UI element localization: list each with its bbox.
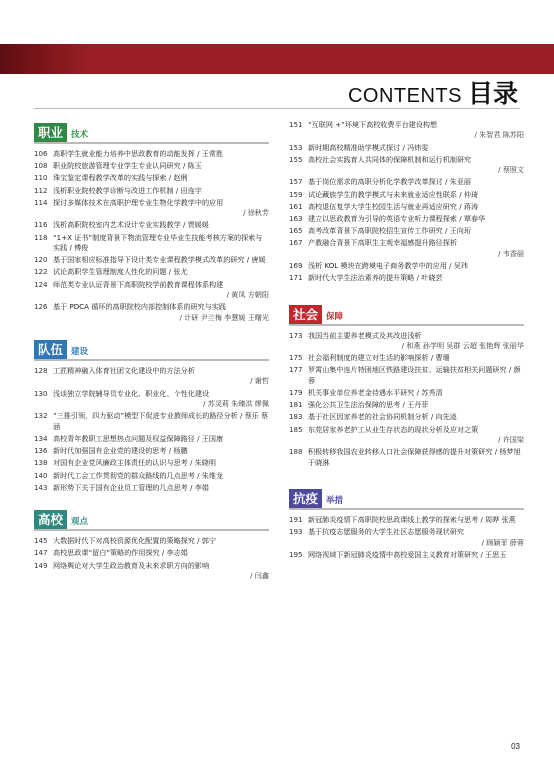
toc-entry[interactable] <box>289 190 524 200</box>
toc-entry-page: 195 <box>289 549 303 559</box>
toc-section <box>34 507 269 581</box>
toc-entry-page: 179 <box>289 388 303 398</box>
contents-title-cn: 目录 <box>467 79 518 108</box>
toc-entry-text <box>53 389 269 410</box>
toc-entry[interactable] <box>34 198 269 219</box>
toc-entry-text <box>53 446 269 456</box>
toc-entry-page: 106 <box>34 149 48 158</box>
toc-entry-title: “三推引领，四力驱动”模型下促进专业教师成长的路径分析 / 蔡乐 蔡涵 <box>53 411 269 431</box>
toc-entry-page: 167 <box>289 238 303 248</box>
toc-entry-text <box>308 353 524 363</box>
toc-entry-author: / 谢哲 <box>250 376 269 386</box>
section-badge: 队伍 <box>34 340 67 359</box>
toc-entry[interactable] <box>289 155 524 176</box>
toc-entry-text <box>53 220 269 230</box>
toc-entry-text <box>53 366 269 387</box>
toc-entry-text <box>53 471 269 481</box>
toc-entry-title: 网络舆论对大学生政治教育及未来求职方向的影响 <box>53 560 210 570</box>
toc-entry-text <box>308 425 524 446</box>
toc-entry-text <box>53 548 269 558</box>
toc-entry-text <box>308 238 524 259</box>
toc-entry[interactable] <box>34 220 269 230</box>
toc-entry[interactable] <box>34 458 269 468</box>
toc-entry-text <box>53 186 269 196</box>
toc-entry[interactable] <box>34 186 269 196</box>
toc-entry-page: 175 <box>289 353 303 363</box>
toc-entry[interactable] <box>289 143 524 153</box>
toc-entry-title: 珠宝鉴定课程教学改革的实践与探索 / 赵俐 <box>53 173 188 183</box>
toc-entry-text <box>308 527 524 548</box>
toc-entry-author: / 黄凤 方朝阳 <box>226 290 269 300</box>
toc-entry-text <box>53 280 269 301</box>
section-subtitle: 保障 <box>326 311 344 322</box>
toc-entry-page: 191 <box>289 515 303 525</box>
toc-entry-title: 新时代加强国有企业党的建设的思考 / 杨鹏 <box>53 446 188 456</box>
toc-entry-page: 110 <box>34 173 48 183</box>
section-badge: 抗疫 <box>289 489 322 508</box>
toc-entry[interactable] <box>34 561 269 582</box>
toc-entry-text <box>308 143 524 153</box>
section-heading <box>34 120 269 144</box>
section-badge: 高校 <box>34 510 67 529</box>
toc-entry-author: / 朱智君 陈苏阳 <box>474 130 524 140</box>
left-column <box>34 120 269 589</box>
toc-entry[interactable] <box>289 400 524 410</box>
toc-entry-text <box>308 155 524 176</box>
toc-entry-page: 151 <box>289 120 303 129</box>
toc-entry-page: 185 <box>289 424 303 434</box>
toc-entry-text <box>53 198 269 219</box>
toc-entry-title: “互联网 +”环境下高校收费平台建设构想 <box>308 120 438 129</box>
toc-entry[interactable] <box>34 255 269 265</box>
header-bar <box>90 44 554 74</box>
toc-entry-page: 140 <box>34 470 48 480</box>
toc-entry-text <box>53 267 269 277</box>
toc-entry[interactable] <box>289 365 524 386</box>
toc-entry-author: / 韦香丽 <box>498 248 524 258</box>
right-column <box>289 120 524 568</box>
toc-entry-page: 169 <box>289 261 303 271</box>
toc-entry-text <box>308 447 524 468</box>
toc-entry[interactable] <box>34 411 269 432</box>
toc-entry[interactable] <box>34 267 269 277</box>
toc-entry-text <box>53 161 269 171</box>
toc-entry-title: 试论藏族学生的教学模式与未来就业适应性联系 / 仲琦 <box>308 189 479 199</box>
toc-entry[interactable] <box>289 177 524 187</box>
toc-entry-title: 师范类专业认证背景下高职院校学前教育课程体系构建 <box>53 279 224 289</box>
toc-entry[interactable] <box>289 238 524 259</box>
toc-entry-page: 193 <box>289 527 303 537</box>
toc-entry[interactable] <box>289 226 524 236</box>
toc-entry-text <box>53 233 269 254</box>
toc-entry-text <box>308 331 524 352</box>
toc-entry-page: 147 <box>34 548 48 558</box>
toc-entry-page: 118 <box>34 232 48 242</box>
toc-entry-page: 143 <box>34 482 48 492</box>
toc-entry-title: 新时代大学生法治素养的提升策略 / 叶晓芸 <box>308 273 443 283</box>
toc-entry-title: 社会福利制度的建立对生活的影响探析 / 曹珊 <box>308 353 450 363</box>
toc-entry-page: 149 <box>34 560 48 570</box>
toc-entry-page: 138 <box>34 458 48 468</box>
toc-entry[interactable] <box>34 434 269 444</box>
toc-entry-text <box>308 273 524 283</box>
toc-entry-title: 高职学生就业能力培养中思政教育的动能发挥 / 王常胜 <box>53 149 224 158</box>
toc-entry-title: 新时代工会工作贯彻党的群众路线的几点思考 / 朱维龙 <box>53 470 224 480</box>
toc-entry-title: 产教融合背景下高职生主观幸福感提升路径探析 <box>308 238 457 248</box>
toc-entry-text <box>53 536 269 546</box>
toc-entry-page: 116 <box>34 220 48 230</box>
toc-entry-text <box>53 173 269 183</box>
page-number: 03 <box>511 742 520 751</box>
toc-entry-text <box>53 561 269 582</box>
toc-entry-title: 新冠肺炎疫情下高职院校思政课线上教学的探索与思考 / 周晔 张燕 <box>308 515 516 525</box>
toc-entry-page: 145 <box>34 536 48 546</box>
toc-section <box>289 120 524 284</box>
toc-entry-text <box>53 458 269 468</box>
toc-entry[interactable] <box>34 366 269 387</box>
toc-entry-text <box>308 550 524 560</box>
header-divider <box>34 108 520 109</box>
toc-entry-page: 181 <box>289 400 303 410</box>
toc-entry-text <box>53 434 269 444</box>
toc-entry-page: 183 <box>289 412 303 422</box>
toc-entry[interactable] <box>34 389 269 410</box>
toc-entry-author: / 苏灵莉 朱臻洪 缪佩 <box>203 399 269 409</box>
toc-entry-author: / 闫鑫 <box>250 570 269 580</box>
toc-entry[interactable] <box>34 548 269 558</box>
section-subtitle: 观点 <box>71 517 89 528</box>
toc-entry-page: 130 <box>34 388 48 398</box>
section-heading <box>34 507 269 531</box>
toc-entry-page: 120 <box>34 255 48 265</box>
toc-entry-page: 157 <box>289 177 303 187</box>
toc-entry-title: 职业院校旅游管理专业学生专业认同研究 / 陈玉 <box>53 161 202 171</box>
toc-entry[interactable] <box>34 280 269 301</box>
toc-entry-title: 浅析职业院校教学诊断与改进工作机制 / 田连宇 <box>53 185 202 195</box>
toc-entry[interactable] <box>289 412 524 422</box>
toc-entry-text <box>308 202 524 212</box>
toc-entry-page: 171 <box>289 273 303 283</box>
toc-entry[interactable] <box>34 483 269 493</box>
toc-entry[interactable] <box>34 536 269 546</box>
toc-entry-title: 大数据时代下对高校资源优化配置的策略探究 / 郭宁 <box>53 536 216 546</box>
toc-entry-title: 高校社会实践育人共同体的保障机制和运行机制研究 <box>308 154 472 164</box>
toc-entry-title: 积极转移我国农业转移人口社会保障获得感的提升对策研究 / 杨梦旭 于晓淋 <box>308 447 521 467</box>
toc-entry-text <box>308 226 524 236</box>
toc-entry[interactable] <box>34 161 269 171</box>
toc-section <box>289 486 524 560</box>
toc-entry-title: 工匠精神融入体育社团文化建设中的方法分析 <box>53 366 195 376</box>
toc-entry-page: 165 <box>289 226 303 236</box>
toc-entry-page: 163 <box>289 214 303 224</box>
toc-entry-page: 173 <box>289 330 303 340</box>
toc-entry[interactable] <box>34 446 269 456</box>
toc-entry-title: 基于社区因家养老的社会协同机制分析 / 向先逵 <box>308 412 457 422</box>
toc-entry-title: 试论高职学生管理制度人性化的问题 / 张尤 <box>53 267 188 277</box>
toc-entry-title: 对国有企业党风廉政主体责任的认识与思考 / 朱晓明 <box>53 458 216 468</box>
toc-entry[interactable] <box>289 447 524 468</box>
toc-entry-page: 177 <box>289 365 303 375</box>
toc-entry[interactable] <box>34 471 269 481</box>
section-subtitle: 建设 <box>71 347 89 358</box>
toc-entry-title: 高校退伍复学大学生校园生活与就业再适应研究 / 蒋涛 <box>308 201 479 211</box>
toc-entry-title: 基于抗疫志愿服务的大学生社区志愿服务现状研究 <box>308 527 465 537</box>
toc-entry-page: 124 <box>34 279 48 289</box>
toc-entry-page: 134 <box>34 433 48 443</box>
section-subtitle: 技术 <box>71 130 89 140</box>
toc-entry-title: 我国当前主要养老模式及其改进浅析 <box>308 330 422 340</box>
toc-entry[interactable] <box>289 527 524 548</box>
toc-entry-page: 108 <box>34 161 48 171</box>
toc-entry-title: 东莞居家养老护工从业生存状态的现状分析及应对之策 <box>308 424 479 434</box>
toc-entry-author: / 蔡照文 <box>498 165 524 175</box>
toc-entry[interactable] <box>289 273 524 283</box>
toc-entry-page: 159 <box>289 189 303 199</box>
toc-entry-title: 基于国家相应标准指导下设计类专业课程教学模式改革的研究 / 唐媛 <box>53 255 266 265</box>
toc-entry-title: 机关事业单位养老金待遇水平研究 / 苏秀清 <box>308 388 443 398</box>
toc-entry-title: 探讨多媒体技术在高职护理专业生物化学教学中的应用 <box>53 197 224 207</box>
toc-entry-page: 114 <box>34 197 48 207</box>
toc-entry-title: 罗霄山集中连片特困地区铁路建设扶贫、运输扶贫相关问题研究 / 颜蓉 <box>308 365 521 385</box>
toc-section <box>34 120 269 323</box>
toc-entry-text <box>308 177 524 187</box>
section-heading <box>34 337 269 361</box>
toc-entry-page: 112 <box>34 185 48 195</box>
section-badge: 职业 <box>34 123 67 142</box>
toc-entry-text <box>53 483 269 493</box>
section-heading <box>289 486 524 510</box>
toc-entry-page: 161 <box>289 201 303 211</box>
toc-entry-page: 155 <box>289 154 303 164</box>
toc-entry[interactable] <box>289 515 524 525</box>
toc-entry-title: 强化公共卫生法治保障的思考 / 王丹菲 <box>308 400 429 410</box>
toc-entry-author: / 顾颖菲 薛蓉 <box>481 537 524 547</box>
toc-entry-page: 188 <box>289 447 303 457</box>
toc-entry[interactable] <box>289 214 524 224</box>
toc-entry-page: 122 <box>34 267 48 277</box>
toc-entry[interactable] <box>289 425 524 446</box>
toc-entry-title: 建立以思政教育为引导的英语专业听力课程探索 / 覃春华 <box>308 214 486 224</box>
toc-entry-text <box>308 400 524 410</box>
toc-entry-text <box>308 365 524 386</box>
section-badge: 社会 <box>289 305 322 324</box>
toc-entry-title: 新时期高校精准助学模式探讨 / 冯炜雯 <box>308 142 429 152</box>
toc-entry-title: 高校青年教职工思想热点问题及权益保障路径 / 王国康 <box>53 433 224 443</box>
contents-title-en: CONTENTS <box>347 85 462 107</box>
toc-entry-page: 132 <box>34 411 48 421</box>
toc-entry-title: 浅析高职院校室内艺术设计专业实践教学 / 贾媛媛 <box>53 220 209 230</box>
toc-entry[interactable] <box>289 202 524 212</box>
toc-entry[interactable] <box>34 149 269 159</box>
toc-entry[interactable] <box>289 388 524 398</box>
toc-entry-title: 浅析 KOL 模块在跨境电子商务教学中的应用 / 吴玮 <box>308 261 468 271</box>
toc-entry-page: 153 <box>289 142 303 152</box>
toc-entry-text <box>308 120 524 141</box>
toc-entry-author: / 许国梁 <box>498 435 524 445</box>
toc-entry-page: 128 <box>34 366 48 376</box>
toc-entry[interactable] <box>34 173 269 183</box>
toc-entry-text <box>308 388 524 398</box>
section-heading <box>289 302 524 326</box>
toc-entry[interactable] <box>34 302 269 323</box>
toc-entry[interactable] <box>289 353 524 363</box>
toc-section <box>289 302 524 468</box>
contents-title <box>347 74 518 108</box>
header-bar-accent <box>0 44 90 74</box>
toc-entry[interactable] <box>289 550 524 560</box>
toc-entry-title: 基于 PDCA 循环的高职院校内部控制体系的研究与实践 <box>53 302 227 312</box>
toc-entry-text <box>308 412 524 422</box>
toc-entry-title: 基于岗位需求的高职分析化学教学改革探讨 / 朱亚丽 <box>308 177 471 187</box>
toc-entry[interactable] <box>34 233 269 254</box>
toc-entry-text <box>308 261 524 271</box>
toc-entry[interactable] <box>289 261 524 271</box>
toc-entry-text <box>308 214 524 224</box>
toc-entry-text <box>53 255 269 265</box>
toc-entry-text <box>53 411 269 432</box>
toc-entry-title: 高校思政课“留白”策略的作用探究 / 李志娟 <box>53 548 188 558</box>
toc-entry[interactable] <box>289 331 524 352</box>
toc-entry-title: 网络视域下新冠肺炎疫情中高校爱国主义教育对策研究 / 王思玉 <box>308 549 507 559</box>
toc-section <box>34 337 269 493</box>
toc-entry-page: 126 <box>34 302 48 312</box>
toc-entry-text <box>53 149 269 159</box>
toc-entry-title: 高考改革背景下高职院校招生宣传工作研究 / 王向珩 <box>308 226 471 236</box>
toc-entry-title: 新形势下关于国有企业员工管理的几点思考 / 李娟 <box>53 482 209 492</box>
toc-entry[interactable] <box>289 120 524 141</box>
toc-entry-text <box>53 302 269 323</box>
toc-entry-text <box>308 515 524 525</box>
toc-entry-author: / 和燕 孙学明 吴群 云超 张艳辉 张丽华 <box>401 341 524 351</box>
toc-entry-author: / 徐秋芳 <box>243 208 269 218</box>
toc-entry-title: 浅谈独立学院辅导员专业化、职业化、个性化建设 <box>53 388 210 398</box>
toc-entry-page: 136 <box>34 446 48 456</box>
section-subtitle: 举措 <box>326 496 344 507</box>
toc-entry-author: / 计研 尹兰梅 李慧媛 王曙光 <box>179 312 269 322</box>
toc-entry-title: “1+X 证书”制度背景下物流管理专业毕业生技能考核方案的探索与实践 / 傅俊 <box>53 232 263 253</box>
toc-entry-text <box>308 190 524 200</box>
